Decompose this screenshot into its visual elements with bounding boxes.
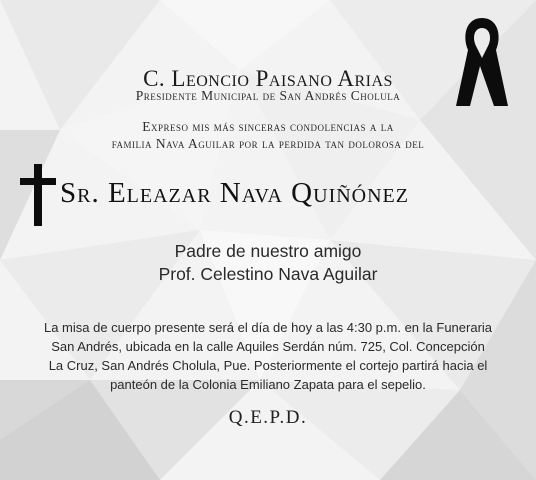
relation-line: Padre de nuestro amigo xyxy=(174,241,362,261)
relation-text xyxy=(0,240,536,286)
issuer-title: Presidente Municipal de San Andrés Cholula xyxy=(135,88,401,103)
issuer-name: C. Leoncio Paisano Arias xyxy=(143,66,393,91)
closing-qepd: Q.E.P.D. xyxy=(228,407,308,428)
condolence-line: Expreso mis más sinceras condolencias a la xyxy=(142,119,394,134)
cross-icon xyxy=(20,164,56,226)
relation-line: Prof. Celestino Nava Aguilar xyxy=(158,264,378,284)
details-line: panteón de la Colonia Emiliano Zapata para el sepelio. xyxy=(110,377,426,392)
condolence-line: familia Nava Aguilar por la perdida tan dolorosa del xyxy=(111,136,425,151)
condolence-message xyxy=(0,118,536,152)
details-line: San Andrés, ubicada en la calle Aquiles Serdán núm. 725, Col. Concepción xyxy=(51,339,485,354)
details-line: La misa de cuerpo presente será el día de hoy a las 4:30 p.m. en la Funeraria xyxy=(43,320,493,335)
funeral-details xyxy=(0,318,536,394)
deceased-name: Sr. Eleazar Nava Quiñónez xyxy=(60,177,409,209)
details-line: La Cruz, San Andrés Cholula, Pue. Posteriormente el cortejo partirá hacia el xyxy=(48,358,488,373)
